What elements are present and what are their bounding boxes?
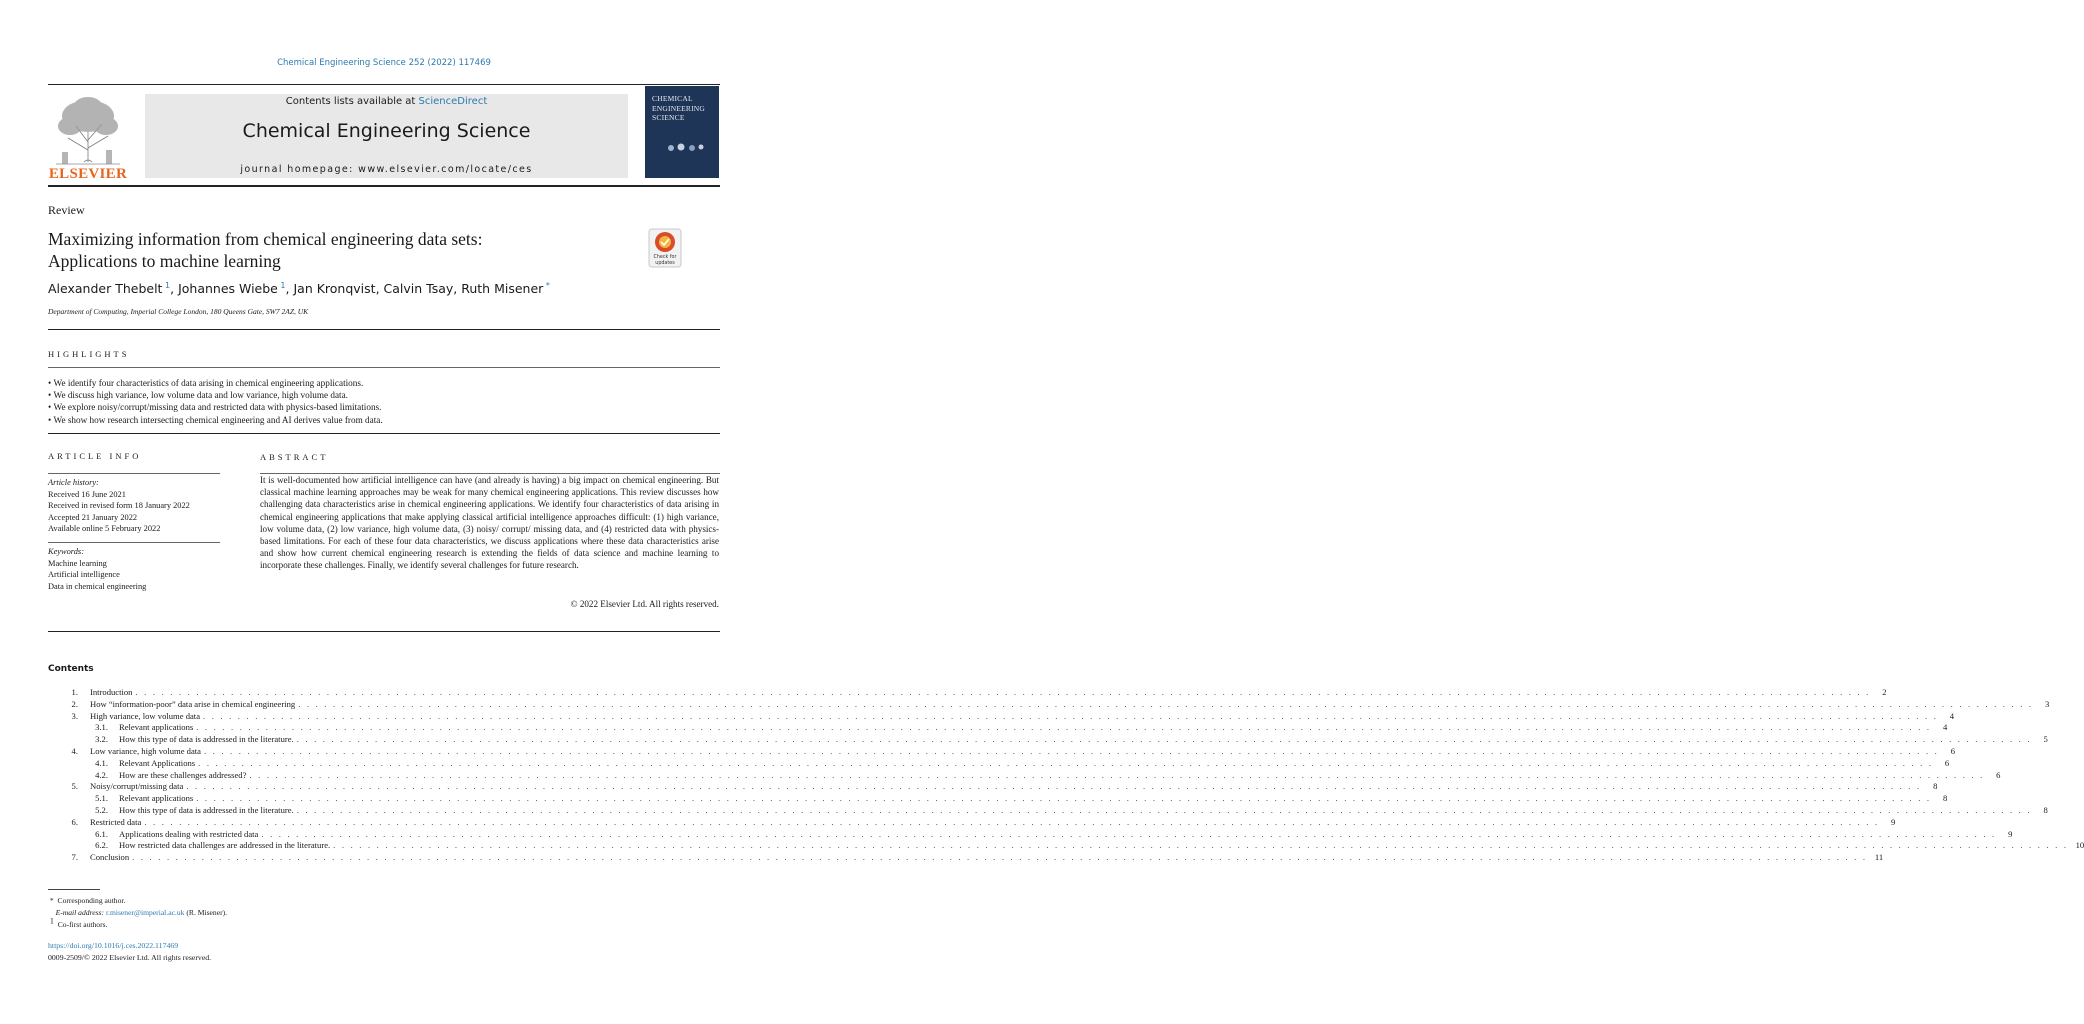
history-item: Accepted 21 January 2022 (48, 512, 138, 522)
footnote-mark: 1 (49, 916, 54, 926)
section-rule (48, 433, 720, 434)
toc-entry[interactable] (48, 734, 2048, 746)
highlight-item: • We discuss high variance, low volume data and low variance, high volume data. (48, 389, 720, 401)
abstract-text: It is well-documented how artificial intelligence can have (and already is having) a big impact on chemical engineering. But classical machine learning approaches may be weak for many chemical engineering applications. This review discusses how challenging data characteristics arise in chemical engineering applications. We identify four characteristics of data arising in chemical engineering applications that make applying classical artificial intelligence approaches difficult: (1) high variance, low volume data, (2) low variance, high volume data, (3) noisy/ corrupt/ missing data, and (4) restricted data with physics-based limitations. For each of these four data characteristics, we discuss applications where these data characteristics arise and show how current chemical engineering research is extending the fields of data science and machine learning to incorporate these challenges. Finally, we identify several challenges for future research. (260, 475, 719, 571)
toc-page-number[interactable]: 6 (1950, 745, 1955, 756)
footnotes (48, 895, 227, 932)
contents-available-line (145, 96, 628, 107)
author-note-mark[interactable]: 1 (165, 280, 171, 290)
toc-title[interactable]: Introduction (90, 687, 133, 697)
check-for-updates-button[interactable] (645, 229, 685, 267)
toc-number: 7. (71, 852, 78, 863)
toc-title[interactable]: Low variance, high volume data (90, 745, 201, 756)
toc-entry[interactable] (48, 722, 1948, 734)
toc-leader-dots: . . . . . . . . . . . . . . . . . . . . . . . . . . . . . . . . . . . . . . . . . . . . . . . . . . . . . . . . . . . . . . . . . . . . . . . . . . . . . . . . . . . . . . . . . . . . . . . . . . . . . . . . . . . . . . . . . . . . . . . . . . . . . . . . . . . . . . . . . . . . . . . . . . . . . . . . . . . . . . . . . . . . . . . . . . . . . . . . . . . . . . . . . . . . . . . . . . . . . . . . (203, 745, 1939, 756)
toc-number: 3. (71, 710, 78, 721)
cofirst-footnote (48, 916, 227, 931)
toc-page-number[interactable]: 9 (1891, 816, 1896, 827)
toc-number: 5.1. (95, 793, 108, 804)
author-name[interactable]: Ruth Misener (461, 281, 544, 296)
highlight-item: • We explore noisy/corrupt/missing data and restricted data with physics-based limitations. (48, 401, 720, 413)
doi-link[interactable]: https://doi.org/10.1016/j.ces.2022.117469 (48, 941, 179, 950)
journal-cover-thumbnail[interactable] (645, 86, 719, 178)
highlight-item: • We identify four characteristics of data arising in chemical engineering applications. (48, 377, 720, 389)
issn-line: 0009-2509/© 2022 Elsevier Ltd. All rights reserved. (48, 953, 212, 962)
cover-graphic (659, 138, 709, 156)
keyword-item: Artificial intelligence (48, 570, 120, 580)
toc-entry[interactable] (48, 757, 1950, 770)
toc-entry[interactable] (48, 828, 2013, 841)
journal-header-band (145, 94, 628, 178)
toc-page-number[interactable]: 11 (1874, 852, 1884, 863)
journal-citation-link[interactable]: Chemical Engineering Science 252 (2022) 117469 (277, 58, 491, 68)
toc-title[interactable]: How restricted data challenges are addressed in the literature. (119, 840, 331, 851)
author-name[interactable]: Jan Kronqvist (293, 281, 376, 296)
toc-number: 5.2. (95, 804, 108, 815)
toc-title[interactable]: How this type of data is addressed in the literature. (119, 734, 294, 745)
toc-leader-dots: . . . . . . . . . . . . . . . . . . . . . . . . . . . . . . . . . . . . . . . . . . . . . . . . . . . . . . . . . . . . . . . . . . . . . . . . . . . . . . . . . . . . . . . . . . . . . . . . . . . . . . . . . . . . . . . . . . . . . . . . . . . . . . . . . . . . . . . . . . . . . . . . . . . . . . . . . . . . . . . . . . . . . . . . . . . . . . . . . . . . . . . . . . . . . . . . . . . . . . . . (198, 757, 1934, 768)
sciencedirect-link[interactable]: ScienceDirect (418, 96, 488, 107)
toc-page-number[interactable]: 8 (2043, 804, 2048, 815)
toc-leader-dots: . . . . . . . . . . . . . . . . . . . . . . . . . . . . . . . . . . . . . . . . . . . . . . . . . . . . . . . . . . . . . . . . . . . . . . . . . . . . . . . . . . . . . . . . . . . . . . . . . . . . . . . . . . . . . . . . . . . . . . . . . . . . . . . . . . . . . . . . . . . . . . . . . . . . . . . . . . . . . . . . . . . . . . . . . . . . . . . . . . . . . . . . . . . . . . . . . . . . . . . . (132, 852, 1868, 863)
email-owner: (R. Misener). (186, 908, 228, 918)
toc-title[interactable]: How “information-poor” data arise in chemical engineering (90, 698, 296, 709)
history-item: Received in revised form 18 January 2022 (48, 501, 190, 511)
header-rule-bottom (48, 185, 720, 187)
title-line: Maximizing information from chemical engineering data sets: (48, 229, 483, 249)
history-label: Article history: (48, 478, 99, 487)
corresponding-author-mark[interactable]: * (545, 280, 550, 290)
footnote-mark: * (49, 896, 54, 905)
article-info-rule (48, 473, 220, 474)
toc-entry[interactable] (48, 745, 1955, 758)
toc-number: 6. (71, 816, 78, 827)
toc-number: 3.2. (95, 734, 108, 745)
highlight-item: • We show how research intersecting chemical engineering and AI derives value from data. (48, 414, 720, 426)
corresponding-footnote (48, 895, 227, 907)
toc-page-number[interactable]: 6 (1944, 757, 1950, 768)
toc-number: 4.1. (95, 757, 108, 768)
cover-title (652, 94, 716, 123)
keywords (48, 546, 220, 592)
toc-page-number[interactable]: 4 (1949, 710, 1955, 721)
toc-page-number[interactable]: 4 (1942, 722, 1948, 733)
toc-leader-dots: . . . . . . . . . . . . . . . . . . . . . . . . . . . . . . . . . . . . . . . . . . . . . . . . . . . . . . . . . . . . . . . . . . . . . . . . . . . . . . . . . . . . . . . . . . . . . . . . . . . . . . . . . . . . . . . . . . . . . . . . . . . . . . . . . . . . . . . . . . . . . . . . . . . . . . . . . . . . . . . . . . . . . . . . . . . . . . . . . . . . . . . . . . . . . . . . . . . . . . . . (144, 816, 1880, 827)
highlights-heading: HIGHLIGHTS (48, 349, 130, 359)
toc-page-number[interactable]: 9 (2008, 828, 2013, 839)
toc-title[interactable]: Conclusion (90, 852, 130, 863)
toc-title[interactable]: Relevant applications (119, 722, 194, 733)
journal-homepage-link[interactable]: journal homepage: www.elsevier.com/locate/ces (240, 164, 533, 175)
toc-page-number[interactable]: 8 (1933, 781, 1938, 792)
abstract-copyright: © 2022 Elsevier Ltd. All rights reserved. (570, 599, 719, 609)
toc-leader-dots: . . . . . . . . . . . . . . . . . . . . . . . . . . . . . . . . . . . . . . . . . . . . . . . . . . . . . . . . . . . . . . . . . . . . . . . . . . . . . . . . . . . . . . . . . . . . . . . . . . . . . . . . . . . . . . . . . . . . . . . . . . . . . . . . . . . . . . . . . . . . . . . . . . . . . . . . . . . . . . . . . . . . . . . . . . . . . . . . . . . . . . . . . . . . . . . . . . . . . . . . (261, 828, 1997, 839)
toc-number: 6.1. (95, 828, 108, 839)
footnote-rule (48, 889, 100, 890)
email-footnote (48, 907, 227, 919)
author-name[interactable]: Alexander Thebelt (48, 281, 163, 296)
toc-number: 4.2. (95, 769, 108, 780)
toc-title[interactable]: Relevant applications (119, 793, 194, 804)
author-name[interactable]: Johannes Wiebe (178, 281, 278, 296)
toc-number: 3.1. (95, 722, 108, 733)
toc-page-number[interactable]: 3 (2044, 698, 2050, 709)
toc-leader-dots: . . . . . . . . . . . . . . . . . . . . . . . . . . . . . . . . . . . . . . . . . . . . . . . . . . . . . . . . . . . . . . . . . . . . . . . . . . . . . . . . . . . . . . . . . . . . . . . . . . . . . . . . . . . . . . . . . . . . . . . . . . . . . . . . . . . . . . . . . . . . . . . . . . . . . . . . . . . . . . . . . . . . . . . . . . . . . . . . . . . . . . . . . . . . . . . . . . . . . . . . (333, 840, 2069, 851)
highlights-list (48, 377, 720, 426)
journal-title[interactable]: Chemical Engineering Science (242, 120, 531, 142)
toc-title[interactable]: How are these challenges addressed? (119, 769, 247, 780)
toc-entry[interactable] (48, 840, 2084, 852)
toc-entry[interactable] (48, 710, 1955, 723)
contents-prefix: Contents lists available at (285, 96, 419, 107)
toc-leader-dots: . . . . . . . . . . . . . . . . . . . . . . . . . . . . . . . . . . . . . . . . . . . . . . . . . . . . . . . . . . . . . . . . . . . . . . . . . . . . . . . . . . . . . . . . . . . . . . . . . . . . . . . . . . . . . . . . . . . . . . . . . . . . . . . . . . . . . . . . . . . . . . . . . . . . . . . . . . . . . . . . . . . . . . . . . . . . . . . . . . . . . . . . . . . . . . . . . . . . . . . . (203, 710, 1939, 721)
toc-title[interactable]: Noisy/corrupt/missing data (90, 781, 184, 792)
toc-page-number[interactable]: 5 (2043, 734, 2048, 745)
toc-entry[interactable] (48, 769, 2001, 782)
toc-title[interactable]: Applications dealing with restricted data (119, 828, 259, 839)
toc-leader-dots: . . . . . . . . . . . . . . . . . . . . . . . . . . . . . . . . . . . . . . . . . . . . . . . . . . . . . . . . . . . . . . . . . . . . . . . . . . . . . . . . . . . . . . . . . . . . . . . . . . . . . . . . . . . . . . . . . . . . . . . . . . . . . . . . . . . . . . . . . . . . . . . . . . . . . . . . . . . . . . . . . . . . . . . . . . . . . . . . . . . . . . . . . . . . . . . . . . . . . . . . (135, 687, 1871, 697)
toc-entry[interactable] (48, 781, 1938, 793)
keywords-rule (48, 542, 220, 543)
toc-leader-dots: . . . . . . . . . . . . . . . . . . . . . . . . . . . . . . . . . . . . . . . . . . . . . . . . . . . . . . . . . . . . . . . . . . . . . . . . . . . . . . . . . . . . . . . . . . . . . . . . . . . . . . . . . . . . . . . . . . . . . . . . . . . . . . . . . . . . . . . . . . . . . . . . . . . . . . . . . . . . . . . . . . . . . . . . . . . . . . . . . . . . . . . . . . . . . . . . . . . . . . . . (296, 804, 2032, 815)
article-history (48, 477, 220, 535)
toc-page-number[interactable]: 6 (1996, 769, 2001, 780)
toc-leader-dots: . . . . . . . . . . . . . . . . . . . . . . . . . . . . . . . . . . . . . . . . . . . . . . . . . . . . . . . . . . . . . . . . . . . . . . . . . . . . . . . . . . . . . . . . . . . . . . . . . . . . . . . . . . . . . . . . . . . . . . . . . . . . . . . . . . . . . . . . . . . . . . . . . . . . . . . . . . . . . . . . . . . . . . . . . . . . . . . . . . . . . . . . . . . . . . . . . . . . . . . . (298, 698, 2034, 709)
toc-number: 4. (71, 745, 78, 756)
cover-title-line: CHEMICAL (652, 94, 693, 103)
keywords-label: Keywords: (48, 547, 84, 556)
article-title (48, 228, 608, 272)
toc-leader-dots: . . . . . . . . . . . . . . . . . . . . . . . . . . . . . . . . . . . . . . . . . . . . . . . . . . . . . . . . . . . . . . . . . . . . . . . . . . . . . . . . . . . . . . . . . . . . . . . . . . . . . . . . . . . . . . . . . . . . . . . . . . . . . . . . . . . . . . . . . . . . . . . . . . . . . . . . . . . . . . . . . . . . . . . . . . . . . . . . . . . . . . . . . . . . . . . . . . . . . . . . (196, 722, 1932, 733)
check-updates-icon (645, 229, 685, 255)
toc-number: 6.2. (95, 840, 108, 851)
toc-title[interactable]: High variance, low volume data (90, 710, 201, 721)
toc-entry[interactable] (48, 793, 1948, 805)
toc-number: 2. (71, 698, 78, 709)
check-updates-label: Check for updates (653, 255, 677, 266)
footnote-text: Corresponding author. (57, 896, 126, 905)
affiliation: Department of Computing, Imperial College London, 180 Queens Gate, SW7 2AZ, UK (48, 307, 309, 316)
article-type: Review (48, 203, 85, 217)
table-of-contents (48, 687, 2084, 864)
toc-entry[interactable] (48, 804, 2048, 817)
author-list: Alexander Thebelt $^1$, Johannes Wiebe $^1$, Jan Kronqvist, Calvin Tsay, Ruth Misener * (48, 280, 550, 296)
section-rule (48, 631, 720, 632)
email-link[interactable]: r.misener@imperial.ac.uk (105, 908, 185, 918)
author-note-mark[interactable]: 1 (280, 280, 286, 290)
toc-page-number[interactable]: 10 (2075, 840, 2084, 851)
history-item: Received 16 June 2021 (48, 489, 126, 499)
contents-heading: Contents (48, 664, 94, 674)
toc-number: 1. (71, 687, 78, 697)
history-item: Available online 5 February 2022 (48, 524, 161, 534)
footnote-text: Co-first authors. (57, 920, 108, 930)
cover-title-line: SCIENCE (652, 113, 685, 122)
toc-title[interactable]: How this type of data is addressed in the literature. (119, 804, 294, 815)
toc-entry[interactable] (48, 687, 1887, 699)
author-name[interactable]: Calvin Tsay (383, 281, 454, 296)
toc-entry[interactable] (48, 816, 1896, 829)
title-line: Applications to machine learning (48, 251, 281, 271)
toc-title[interactable]: Restricted data (90, 816, 142, 827)
toc-title[interactable]: Relevant Applications (119, 757, 196, 768)
highlights-rule (48, 367, 720, 368)
email-label: E-mail address: (55, 908, 105, 918)
toc-page-number[interactable]: 8 (1942, 793, 1948, 804)
toc-leader-dots: . . . . . . . . . . . . . . . . . . . . . . . . . . . . . . . . . . . . . . . . . . . . . . . . . . . . . . . . . . . . . . . . . . . . . . . . . . . . . . . . . . . . . . . . . . . . . . . . . . . . . . . . . . . . . . . . . . . . . . . . . . . . . . . . . . . . . . . . . . . . . . . . . . . . . . . . . . . . . . . . . . . . . . . . . . . . . . . . . . . . . . . . . . . . . . . . . . . . . . . . (249, 769, 1985, 780)
publisher-name: ELSEVIER (48, 166, 128, 182)
toc-entry[interactable] (48, 698, 2050, 711)
toc-leader-dots: . . . . . . . . . . . . . . . . . . . . . . . . . . . . . . . . . . . . . . . . . . . . . . . . . . . . . . . . . . . . . . . . . . . . . . . . . . . . . . . . . . . . . . . . . . . . . . . . . . . . . . . . . . . . . . . . . . . . . . . . . . . . . . . . . . . . . . . . . . . . . . . . . . . . . . . . . . . . . . . . . . . . . . . . . . . . . . . . . . . . . . . . . . . . . . . . . . . . . . . . (196, 793, 1932, 804)
article-info-heading: ARTICLE INFO (48, 451, 142, 461)
toc-page-number[interactable]: 2 (1882, 687, 1887, 697)
keyword-item: Machine learning (48, 558, 107, 568)
cover-title-line: ENGINEERING (652, 103, 706, 113)
toc-leader-dots: . . . . . . . . . . . . . . . . . . . . . . . . . . . . . . . . . . . . . . . . . . . . . . . . . . . . . . . . . . . . . . . . . . . . . . . . . . . . . . . . . . . . . . . . . . . . . . . . . . . . . . . . . . . . . . . . . . . . . . . . . . . . . . . . . . . . . . . . . . . . . . . . . . . . . . . . . . . . . . . . . . . . . . . . . . . . . . . . . . . . . . . . . . . . . . . . . . . . . . . . (296, 734, 2032, 745)
keyword-item: Data in chemical engineering (48, 581, 147, 591)
section-rule (48, 329, 720, 330)
toc-number: 5. (71, 781, 78, 792)
abstract-heading: ABSTRACT (260, 452, 329, 462)
toc-entry[interactable] (48, 852, 1884, 864)
header-rule-top (48, 84, 720, 85)
toc-leader-dots: . . . . . . . . . . . . . . . . . . . . . . . . . . . . . . . . . . . . . . . . . . . . . . . . . . . . . . . . . . . . . . . . . . . . . . . . . . . . . . . . . . . . . . . . . . . . . . . . . . . . . . . . . . . . . . . . . . . . . . . . . . . . . . . . . . . . . . . . . . . . . . . . . . . . . . . . . . . . . . . . . . . . . . . . . . . . . . . . . . . . . . . . . . . . . . . . . . . . . . . . (186, 781, 1922, 792)
